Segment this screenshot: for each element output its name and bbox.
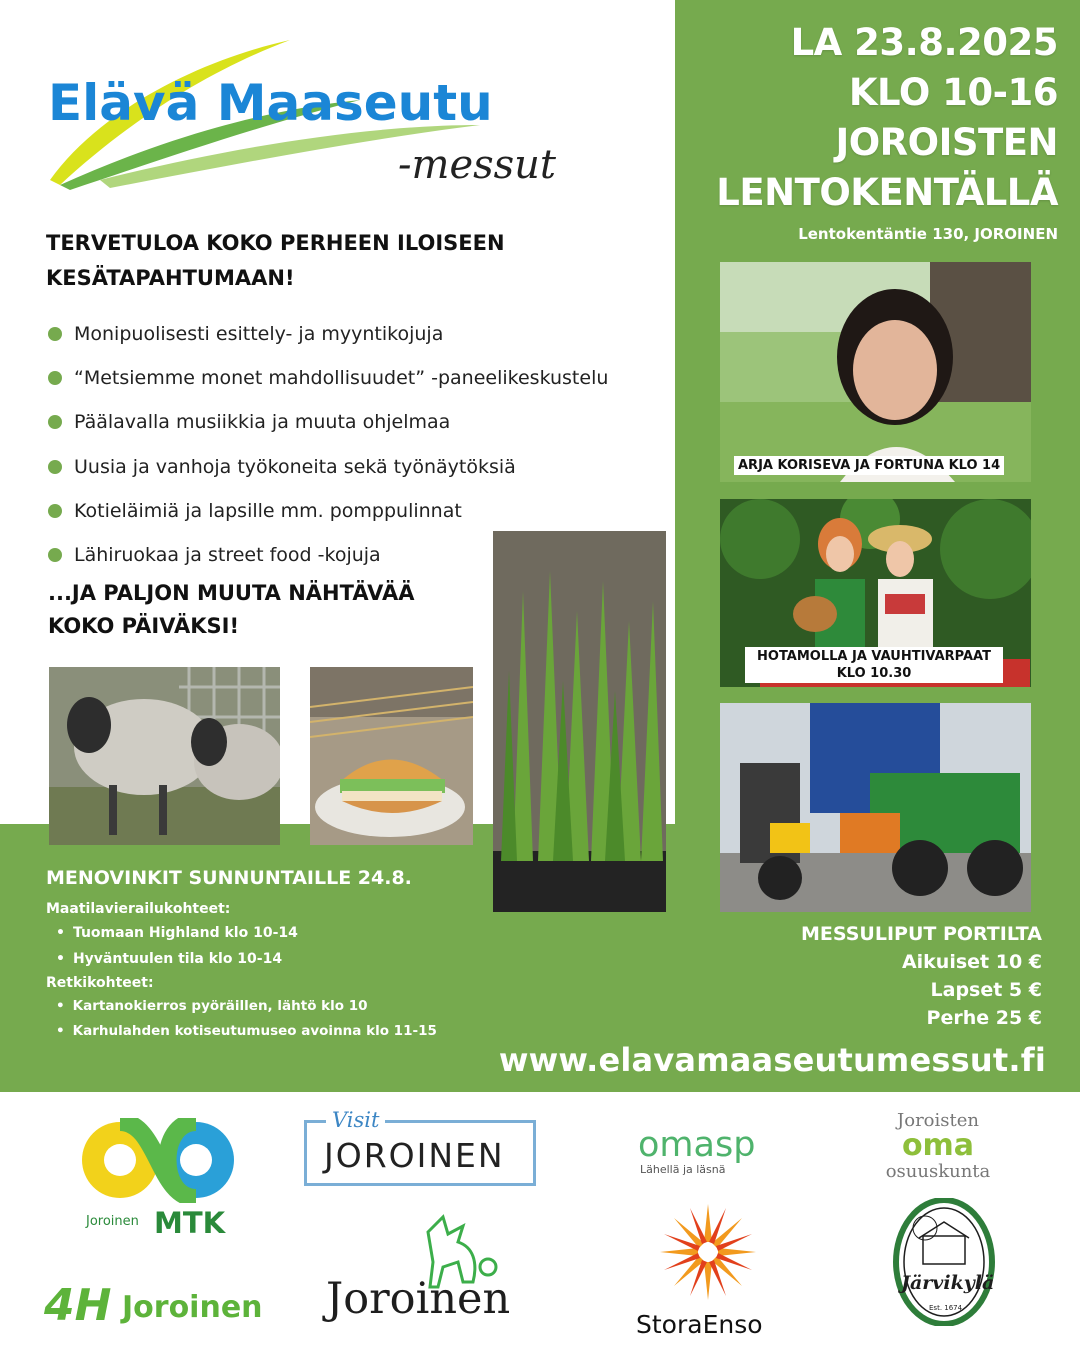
list-item: • Tuomaan Highland klo 10-14	[46, 920, 496, 946]
ticket-family: Perhe 25 €	[926, 1007, 1042, 1029]
list-item-text: Lähiruokaa ja street food -kojuja	[74, 544, 381, 567]
mtk-prefix: Joroinen	[86, 1214, 139, 1229]
more-line-1: ...JA PALJON MUUTA NÄHTÄVÄÄ	[48, 581, 415, 605]
logo-subtitle: -messut	[398, 142, 557, 188]
more-line-2: KOKO PÄIVÄKSI!	[48, 614, 240, 638]
sheep-photo	[49, 667, 280, 845]
oma-bottom: osuuskunta	[885, 1161, 991, 1182]
storaenso-name: StoraEnso	[636, 1310, 763, 1339]
event-date-block	[716, 18, 1058, 244]
machinery-photo	[720, 703, 1031, 912]
sunday-tips	[46, 864, 496, 1044]
website-link[interactable]: www.elavamaaseutumessut.fi	[498, 1041, 1046, 1079]
list-item	[48, 356, 628, 400]
event-place-1: JOROISTEN	[835, 121, 1058, 164]
ticket-adults: Aikuiset 10 €	[901, 951, 1042, 973]
visit-joroinen-logo	[304, 1108, 536, 1188]
jarvikyla-name: Järvikylä	[901, 1272, 995, 1294]
list-item: • Kartanokierros pyöräillen, lähtö klo 10	[46, 994, 496, 1019]
list-item	[48, 445, 628, 489]
farm-visits-heading: Maatilavierailukohteet:	[46, 901, 231, 917]
performer-caption-2-line-1: HOTAMOLLA JA VAUHTIVARPAAT	[757, 649, 991, 664]
list-item-text: Kotieläimiä ja lapsille mm. pomppulinnat	[74, 499, 462, 522]
omasp-tagline: Lähellä ja läsnä	[640, 1163, 726, 1176]
more-heading	[48, 577, 468, 643]
performer-caption-1: ARJA KORISEVA JA FORTUNA KLO 14	[734, 456, 1004, 475]
intro-line-2: KESÄTAPAHTUMAAN!	[46, 266, 295, 290]
event-place-2: LENTOKENTÄLLÄ	[716, 171, 1058, 214]
mtk-name: MTK	[154, 1206, 226, 1240]
joroinen-municipality-logo	[326, 1212, 511, 1334]
ticket-kids: Lapset 5 €	[930, 979, 1042, 1001]
list-item-text: Uusia ja vanhoja työkoneita sekä työnäytöksiä	[74, 455, 516, 478]
visit-name: JOROINEN	[324, 1136, 505, 1175]
list-item: • Hyväntuulen tila klo 10-14	[46, 946, 496, 972]
event-time: KLO 10-16	[848, 71, 1058, 114]
jarvikyla-est: Est. 1674	[929, 1304, 963, 1312]
fourh-mark: 4H	[44, 1280, 112, 1331]
oma-osuuskunta-logo	[878, 1110, 998, 1190]
oma-top: Joroisten	[897, 1110, 979, 1131]
intro-line-1: TERVETULOA KOKO PERHEEN ILOISEEN	[46, 231, 505, 255]
mtk-infinity-icon	[78, 1118, 238, 1203]
sunday-heading: MENOVINKIT SUNNUNTAILLE 24.8.	[46, 867, 412, 889]
omasp-name: omasp	[638, 1125, 756, 1165]
trips-heading: Retkikohteet:	[46, 975, 154, 991]
fourh-joroinen-logo	[44, 1280, 284, 1330]
event-logo	[40, 30, 600, 200]
intro-heading	[46, 226, 526, 296]
storaenso-logo	[636, 1202, 782, 1338]
performer-caption-2-line-2: KLO 10.30	[836, 666, 912, 681]
bullet-dot-icon	[48, 371, 62, 385]
ticket-prices	[801, 920, 1042, 1032]
list-item-text: Monipuolisesti esittely- ja myyntikojuja	[74, 323, 444, 346]
tickets-heading: MESSULIPUT PORTILTA	[801, 923, 1042, 945]
bullet-dot-icon	[48, 548, 62, 562]
event-address: Lentokentäntie 130, JOROINEN	[798, 225, 1058, 243]
joroinen-name: Joroinen	[326, 1274, 511, 1324]
trips-list	[46, 994, 496, 1044]
storaenso-sun-icon	[658, 1202, 758, 1302]
visit-script: Visit	[326, 1108, 385, 1132]
list-item: • Karhulahden kotiseutumuseo avoinna klo 11-15	[46, 1019, 496, 1044]
logo-title: Elävä Maaseutu	[48, 74, 493, 132]
bullet-dot-icon	[48, 504, 62, 518]
bullet-dot-icon	[48, 460, 62, 474]
mtk-logo	[76, 1118, 241, 1248]
list-item	[48, 400, 628, 444]
omasp-logo	[638, 1125, 778, 1180]
list-item-text: “Metsiemme monet mahdollisuudet” -paneelikeskustelu	[74, 367, 609, 390]
bullet-dot-icon	[48, 327, 62, 341]
singer-photo	[720, 262, 1031, 482]
fourh-name: Joroinen	[122, 1290, 263, 1325]
list-item	[48, 312, 628, 356]
bullet-dot-icon	[48, 415, 62, 429]
burger-photo	[310, 667, 473, 845]
list-item-text: Päälavalla musiikkia ja muuta ohjelmaa	[74, 411, 451, 434]
farm-visits-list	[46, 920, 496, 972]
event-date: LA 23.8.2025	[790, 21, 1058, 64]
performer-caption-2	[745, 647, 1003, 683]
seedlings-photo	[493, 531, 666, 912]
list-item	[48, 489, 628, 533]
oma-mid: oma	[901, 1128, 975, 1163]
jarvikyla-logo	[893, 1198, 995, 1326]
